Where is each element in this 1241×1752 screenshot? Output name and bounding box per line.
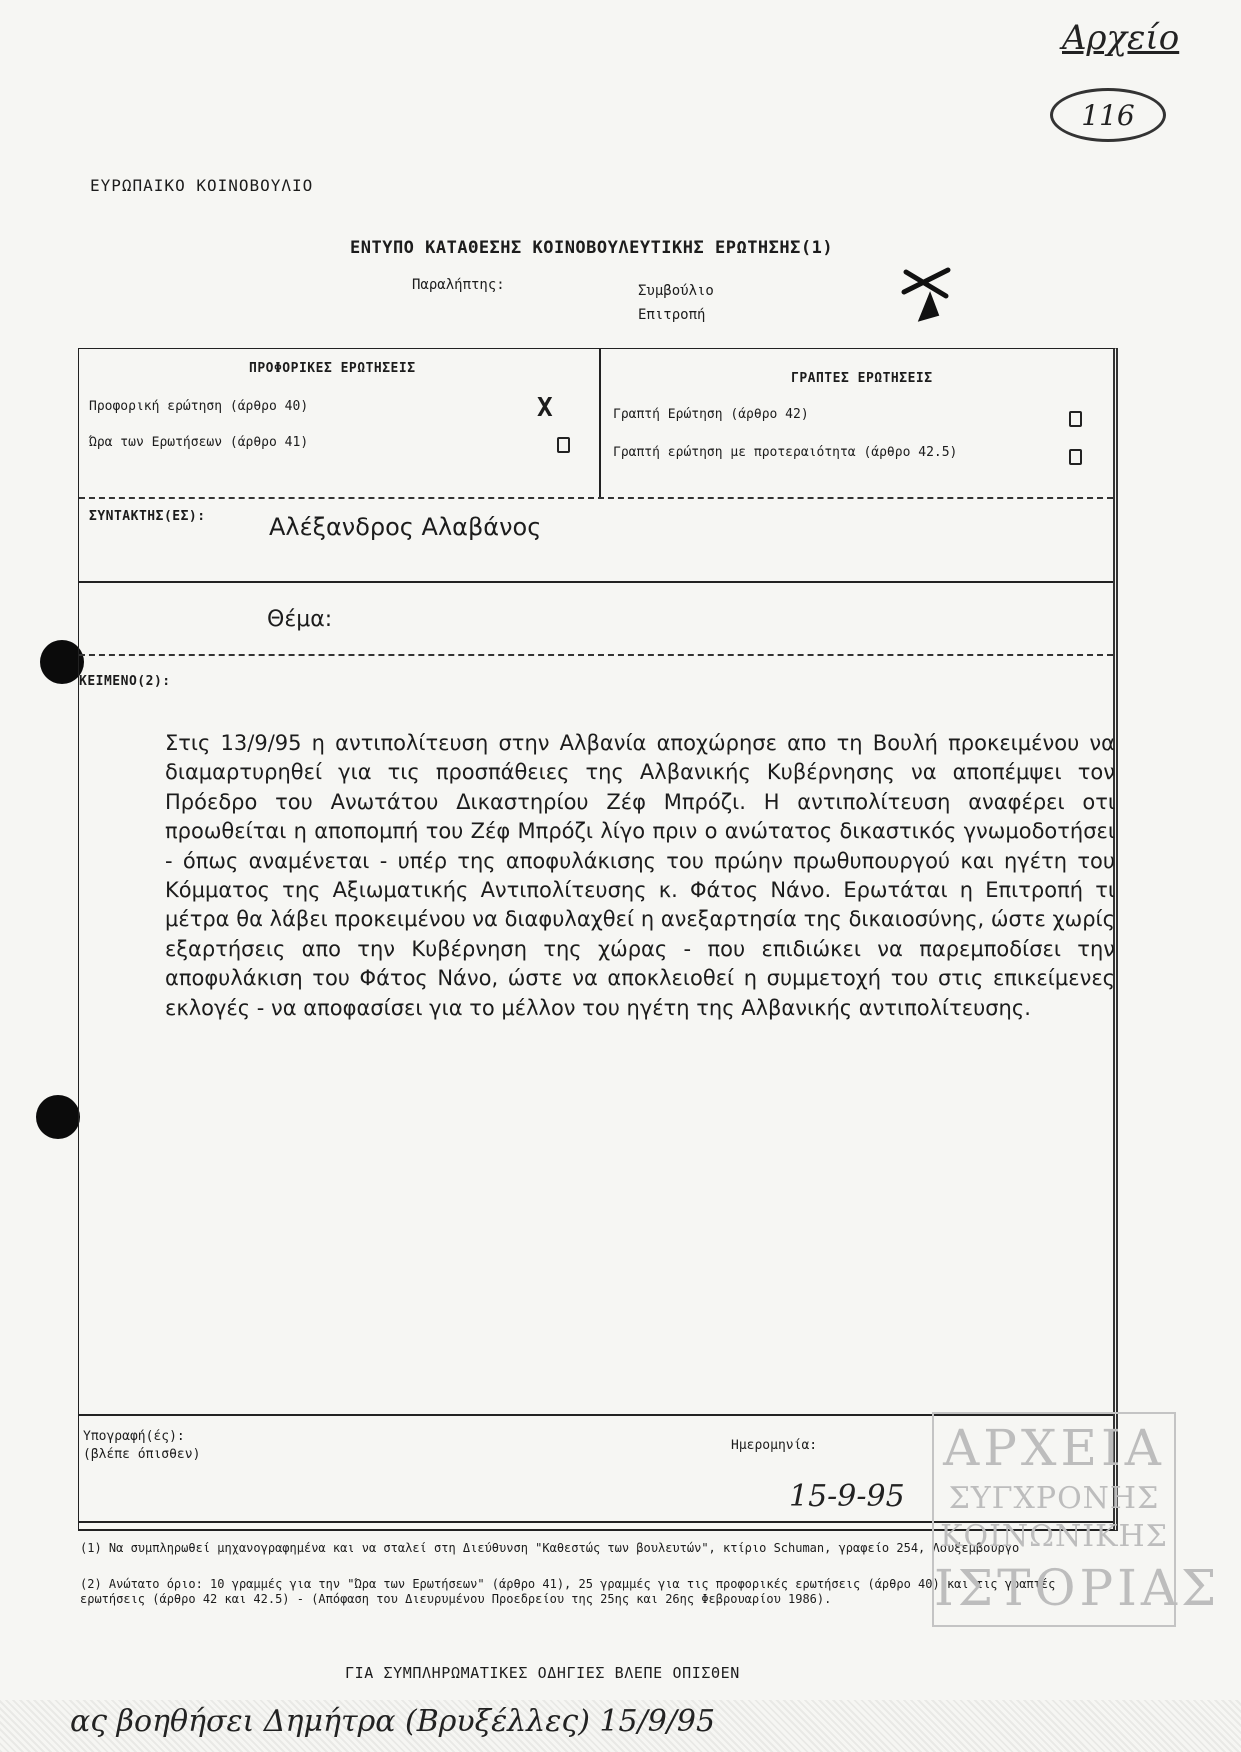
oral-questions-section [79,349,599,497]
divider-after-subject [79,654,1113,656]
recipient-option-council: Συμβούλιο [638,283,714,299]
question-body-text: Στις 13/9/95 η αντιπολίτευση στην Αλβανία αποχώρησε απο τη Βουλή προκειμένου να διαμαρτυρηθεί για τις προσπάθειες της Αλβανικής Κυβέρνησης να αποπέμψει τον Πρόεδρο του Ανωτάτου Δικαστηρίου Ζέφ Μπρόζι. Η αντιπολίτευση αναφέρει οτι προωθείται η αποπομπή του Ζέφ Μπρόζι λίγο πριν ο ανώτατος δικαστικός γνωμοδοτήσει - όπως αναμένεται - υπέρ της αποφυλάκισης του πρώην πρωθυπουργού και ηγέτη του Κόμματος της Αξιωματικής Αντιπολίτευσης κ. Φάτος Νάνο. Ερωτάται η Επιτροπή τι μέτρα θα λάβει προκειμένου να διαφυλαχθεί η ανεξαρτησία της δικαιοσύνης, ώστε χωρίς εξαρτήσεις απο την Κυβέρνηση της χώρας - που επιδιώκει να παρεμποδίσει την αποφυλάκιση του Φάτος Νάνο, ώστε να αποκλειοθεί η συμμετοχή του στις επικείμενες εκλογές - να αποφασίσει για το μέλλον του ηγέτη της Αλβανικής αντιπολίτευσης. [165,731,1115,1020]
oral-question-art40-check: X [537,393,553,423]
footnote-1: (1) Να συμπληρωθεί μηχανογραφημένα και να σταλεί στη Διεύθυνση "Καθεστώς των βουλευτών", κτίριο Schuman, γραφείο 254, Λουξεμβούργο [80,1541,1020,1555]
watermark-line-4: ΙΣΤΟΡΙΑΣ [934,1559,1221,1617]
written-question-art42-checkbox[interactable] [1069,411,1082,427]
written-questions-heading: ΓΡΑΠΤΕΣ ΕΡΩΤΗΣΕΙΣ [791,371,933,386]
watermark-line-2: ΣΥΓΧΡΟΝΗΣ [948,1481,1160,1516]
signature-label: Υπογραφή(ές): [83,1429,185,1444]
question-form-box [78,348,1118,1531]
archive-handwritten-note: Αρχείο [1062,18,1180,58]
subject-label: Θέμα: [267,607,333,632]
date-label: Ημερομηνία: [731,1438,818,1453]
recipient-label: Παραλήπτης: [412,277,505,293]
priority-written-question-checkbox[interactable] [1069,449,1082,465]
question-time-art41-label: Ώρα των Ερωτήσεων (άρθρο 41) [89,435,309,450]
oral-question-art40-label: Προφορική ερώτηση (άρθρο 40) [89,399,309,414]
parliament-name: ΕΥΡΩΠΑΙΚΟ ΚΟΙΝΟΒΟΥΛΙΟ [90,176,314,195]
form-title: ΕΝΤΥΠΟ ΚΑΤΑΘΕΣΗΣ ΚΟΙΝΟΒΟΥΛΕΥΤΙΚΗΣ ΕΡΩΤΗΣΗΣ(1) [350,238,834,258]
question-time-art41-checkbox[interactable] [557,437,570,453]
divider-after-author [79,581,1113,583]
watermark-line-3: ΚΟΙΝΩΝΙΚΗΣ [940,1519,1168,1554]
bottom-handwritten-note: ας βοηθήσει Δημήτρα (Βρυξέλλες) 15/9/95 [70,1704,716,1739]
priority-written-question-label: Γραπτή ερώτηση με προτεραιότητα (άρθρο 42.5) [613,445,958,460]
recipient-option-commission: Επιτροπή [638,307,706,323]
see-overleaf-instruction: ΓΙΑ ΣΥΜΠΛΗΡΩΜΑΤΙΚΕΣ ΟΔΗΓΙΕΣ ΒΛΕΠΕ ΟΠΙΣΘΕΝ [345,1664,740,1682]
signature-see-overleaf-label: (βλέπε όπισθεν) [83,1447,201,1462]
reference-number: 116 [1081,98,1135,132]
recipient-cross-mark-icon [900,262,952,322]
author-label: ΣΥΝΤΑΚΤΗΣ(ΕΣ): [89,509,206,524]
text-label: ΚΕΙΜΕΝΟ(2): [79,674,171,689]
reference-number-oval [1050,88,1166,142]
archive-watermark [932,1412,1221,1627]
punch-hole-bottom [36,1095,80,1139]
oral-questions-heading: ΠΡΟΦΟΡΙΚΕΣ ΕΡΩΤΗΣΕΙΣ [249,361,416,376]
footnote-2: (2) Ανώτατο όριο: 10 γραμμές για την "Ώρα των Ερωτήσεων" (άρθρο 41), 25 γραμμές για τις προφορικές ερωτήσεις (άρθρο 40) και τις γραπτές ερωτήσεις (άρθρο 42 και 42.5) - (Απόφαση του Διευρυμένου Προεδρείου της 25ης και 26ης Φεβρουαρίου 1986). [80,1577,1056,1606]
divider-after-question-types [79,497,1113,499]
date-handwritten-value: 15-9-95 [789,1479,905,1514]
written-question-art42-label: Γραπτή Ερώτηση (άρθρο 42) [613,407,809,422]
author-name: Αλέξανδρος Αλαβάνος [269,513,542,541]
watermark-line-1: ΑΡΧΕΙΑ [943,1419,1165,1477]
written-questions-section [601,349,1101,497]
